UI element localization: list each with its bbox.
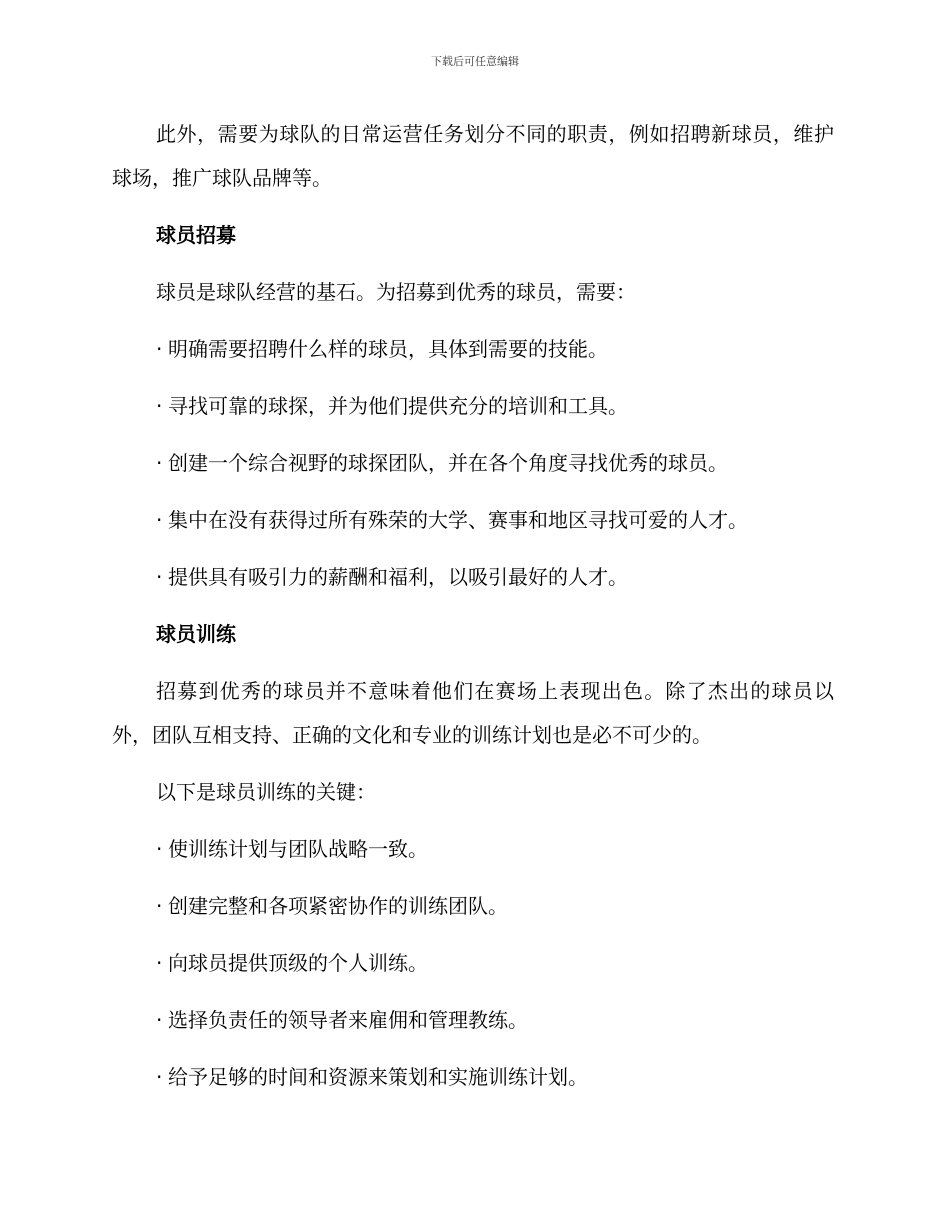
list-item [112,884,834,928]
recruit-bullet-list [112,327,834,599]
list-item [112,998,834,1042]
list-item-text: 选择负责任的领导者来雇佣和管理教练。 [168,1008,528,1032]
training-paragraph: 招募到优秀的球员并不意味着他们在赛场上表现出色。除了杰出的球员以外，团队互相支持、正确的文化和专业的训练计划也是必不可少的。 [112,679,834,747]
document-body [112,112,834,1112]
bullet-marker: · [156,894,163,918]
list-item [112,384,834,428]
list-item [112,441,834,485]
bullet-marker: · [156,837,163,861]
list-item-text: 明确需要招聘什么样的球员，具体到需要的技能。 [168,337,608,361]
bullet-marker: · [156,508,163,532]
list-item [112,1055,834,1099]
list-item [112,941,834,985]
recruit-heading: 球员招募 [156,223,236,247]
list-item-text: 给予足够的时间和资源来策划和实施训练计划。 [168,1065,588,1089]
bullet-marker: · [156,394,163,418]
bullet-marker: · [156,1065,163,1089]
training-intro: 以下是球员训练的关键： [156,780,376,804]
list-item [112,555,834,599]
list-item-text: 使训练计划与团队战略一致。 [168,837,428,861]
list-item-text: 向球员提供顶级的个人训练。 [168,951,428,975]
bullet-marker: · [156,1008,163,1032]
recruit-intro: 球员是球队经营的基石。为招募到优秀的球员，需要： [156,280,636,304]
training-bullet-list [112,827,834,1099]
list-item-text: 创建一个综合视野的球探团队，并在各个角度寻找优秀的球员。 [168,451,728,475]
list-item-text: 提供具有吸引力的薪酬和福利，以吸引最好的人才。 [168,565,628,589]
list-item-text: 集中在没有获得过所有殊荣的大学、赛事和地区寻找可爱的人才。 [168,508,748,532]
list-item [112,327,834,371]
list-item-text: 创建完整和各项紧密协作的训练团队。 [168,894,508,918]
bullet-marker: · [156,337,163,361]
training-heading: 球员训练 [156,622,236,646]
bullet-marker: · [156,951,163,975]
page-header: 下载后可任意编辑 [431,55,519,68]
list-item-text: 寻找可靠的球探，并为他们提供充分的培训和工具。 [168,394,628,418]
list-item [112,827,834,871]
bullet-marker: · [156,565,163,589]
bullet-marker: · [156,451,163,475]
intro-paragraph: 此外，需要为球队的日常运营任务划分不同的职责，例如招聘新球员，维护球场，推广球队品牌等。 [112,122,834,190]
list-item [112,498,834,542]
